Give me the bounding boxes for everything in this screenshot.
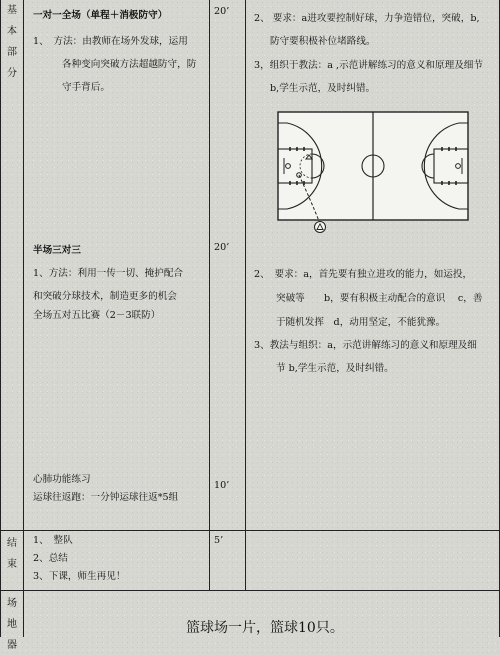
col-line-2	[23, 0, 24, 637]
block1-method-line-2: 各种变向突破方法超越防守，防	[62, 59, 197, 70]
end-item-2: 2、总结	[33, 553, 68, 564]
block1-method-line-1: 1、 方法：由教师在场外发球，运用	[33, 36, 188, 47]
block2-req-line-1: 2、 要求：a，首先要有独立进攻的能力，如运投，	[254, 269, 473, 280]
section-end-label: 结束	[7, 538, 17, 570]
block2-req-line-5: 节 b,学生示范，及时纠错。	[276, 363, 394, 374]
col-line-1	[0, 0, 1, 637]
section-basic-label: 基本部分	[7, 5, 17, 79]
block3-desc: 运球往返跑：一分钟运球往返*5组	[33, 492, 179, 503]
col-line-3	[209, 0, 210, 590]
block2-method-line-2: 和突破分球技术，制造更多的机会	[33, 291, 177, 302]
block1-req-line-1: 2、 要求：a进攻要控制好球，力争造错位，突破，b,	[254, 13, 480, 24]
basketball-court-diagram	[275, 109, 471, 235]
block1-title: 一对一全场（单程＋消极防守）	[33, 10, 168, 21]
venue-text: 篮球场一片，篮球10只。	[186, 620, 344, 636]
block3-title: 心肺功能练习	[33, 474, 91, 485]
col-line-4	[245, 0, 246, 590]
end-item-3: 3、下课，师生再见！	[33, 571, 126, 582]
block1-req-line-2: 防守要积极补位堵路线。	[270, 36, 376, 47]
block1-method-line-3: 守手背后。	[62, 82, 110, 93]
block2-time: 20’	[214, 242, 230, 253]
row-line-2	[0, 590, 500, 591]
end-time: 5’	[214, 535, 224, 546]
block2-req-line-4: 3、教法与组织：a，示范讲解练习的意义和原理及细	[254, 340, 477, 351]
block2-title: 半场三对三	[33, 245, 81, 256]
block2-method-line-1: 1、方法：利用一传一切、掩护配合	[33, 268, 184, 279]
row-line-1	[0, 530, 500, 531]
block1-req-line-4: b,学生示范，及时纠错。	[270, 83, 376, 94]
section-venue-label: 场地器	[7, 598, 17, 651]
block2-method-line-3: 全场五对五比赛（2－3联防）	[33, 310, 161, 321]
block2-req-line-3: 于随机发挥 d，动用坚定，不能犹豫。	[276, 317, 446, 328]
block1-time: 20’	[214, 6, 230, 17]
block1-req-line-3: 3，组织于教法：a ,示范讲解练习的意义和原理及细节	[254, 60, 483, 71]
block2-req-line-2: 突破等 b，要有积极主动配合的意识 c，善	[276, 293, 483, 304]
block3-time: 10’	[214, 480, 230, 491]
end-item-1: 1、 整队	[33, 535, 73, 546]
